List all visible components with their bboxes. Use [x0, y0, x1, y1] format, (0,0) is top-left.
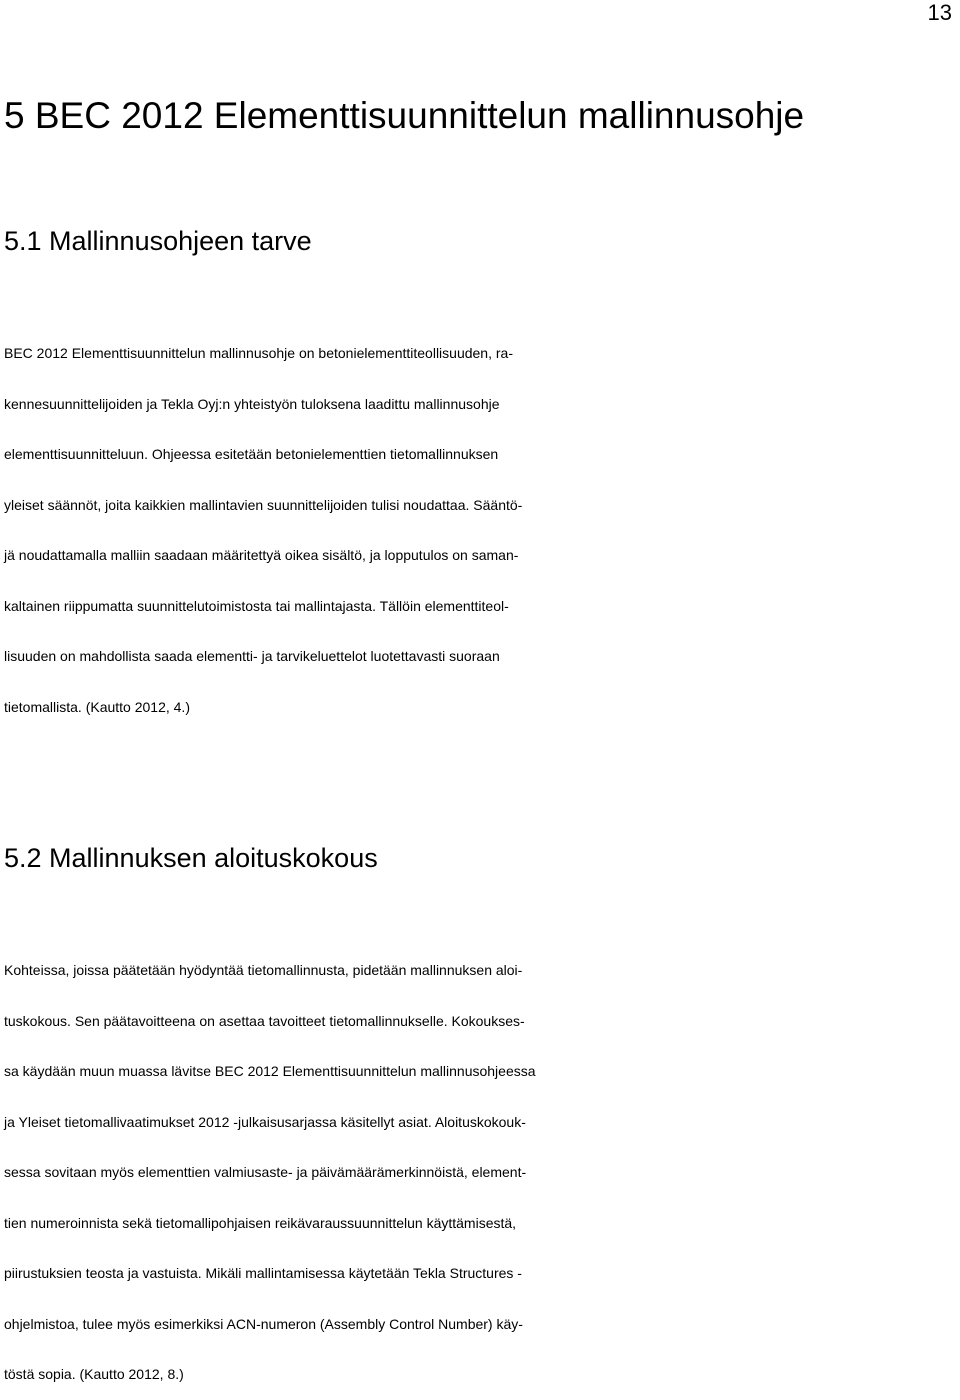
paragraph-line: töstä sopia. (Kautto 2012, 8.)	[4, 1366, 184, 1382]
paragraph-line: lisuuden on mahdollista saada elementti- ja tarvikeluettelot luotettavasti suoraan	[4, 648, 500, 664]
paragraph-line: ja Yleiset tietomallivaatimukset 2012 -julkaisusarjassa käsitellyt asiat. Aloituskokouk-	[4, 1113, 526, 1130]
paragraph-line: ohjelmistoa, tulee myös esimerkiksi ACN-numeron (Assembly Control Number) käy-	[4, 1315, 523, 1332]
paragraph-line: elementtisuunnitteluun. Ohjeessa esitetään betonielementtien tietomallinnuksen	[4, 446, 499, 462]
section-5-1-paragraph	[4, 328, 956, 732]
paragraph-line: tuskokous. Sen päätavoitteena on asettaa tavoitteet tietomallinnukselle. Kokoukses-	[4, 1012, 525, 1029]
section-title-5-1: 5.1 Mallinnusohjeen tarve	[4, 226, 312, 256]
section-title-5-2: 5.2 Mallinnuksen aloituskokous	[4, 843, 378, 873]
chapter-title: 5 BEC 2012 Elementtisuunnittelun mallinnusohje	[4, 95, 805, 136]
paragraph-line: kennesuunnittelijoiden ja Tekla Oyj:n yhteistyön tuloksena laadittu mallinnusohje	[4, 395, 500, 412]
paragraph-line: jä noudattamalla malliin saadaan määritettyä oikea sisältö, ja lopputulos on saman-	[4, 547, 519, 563]
paragraph-line: sessa sovitaan myös elementtien valmiusaste- ja päivämäärämerkinnöistä, element-	[4, 1164, 527, 1180]
paragraph-line: tietomallista. (Kautto 2012, 4.)	[4, 698, 190, 715]
paragraph-line: BEC 2012 Elementtisuunnittelun mallinnusohje on betonielementtiteollisuuden, ra-	[4, 345, 513, 361]
section-5-2-paragraph	[4, 945, 956, 1400]
paragraph-line: yleiset säännöt, joita kaikkien mallintavien suunnittelijoiden tulisi noudattaa. Sääntö-	[4, 496, 523, 513]
paragraph-line: Kohteissa, joissa päätetään hyödyntää tietomallinnusta, pidetään mallinnuksen aloi-	[4, 962, 523, 978]
paragraph-line: kaltainen riippumatta suunnittelutoimistosta tai mallintajasta. Tällöin elementtiteol-	[4, 597, 509, 614]
paragraph-line: piirustuksien teosta ja vastuista. Mikäli mallintamisessa käytetään Tekla Structures -	[4, 1265, 522, 1281]
paragraph-line: sa käydään muun muassa lävitse BEC 2012 Elementtisuunnittelun mallinnusohjeessa	[4, 1063, 536, 1079]
page-number: 13	[927, 0, 952, 25]
paragraph-line: tien numeroinnista sekä tietomallipohjaisen reikävaraussuunnittelun käyttämisestä,	[4, 1214, 517, 1231]
